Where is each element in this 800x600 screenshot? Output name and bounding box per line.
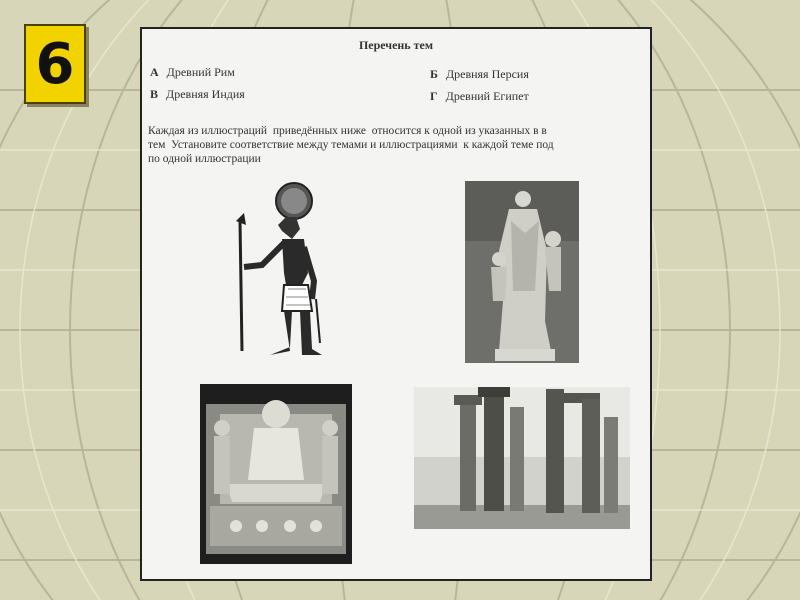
topic-list-title: Перечень тем bbox=[358, 38, 434, 52]
illustration-roman-statue bbox=[465, 181, 579, 363]
illustration-persian-ruins bbox=[414, 387, 630, 529]
topic-g bbox=[430, 89, 529, 104]
illustration-egyptian-god bbox=[232, 181, 332, 359]
illustration-indian-sculpture bbox=[200, 384, 352, 564]
topic-b bbox=[430, 67, 529, 82]
topic-letter: А bbox=[150, 65, 159, 79]
task-instruction bbox=[148, 124, 652, 166]
topic-a bbox=[150, 65, 235, 80]
topic-name: Древний Рим bbox=[166, 65, 235, 79]
topic-letter: В bbox=[150, 87, 159, 101]
topic-v bbox=[150, 87, 245, 102]
topic-name: Древняя Персия bbox=[445, 67, 529, 81]
slide-number: 6 bbox=[35, 31, 75, 97]
topic-name: Древняя Индия bbox=[166, 87, 245, 101]
topic-letter: Б bbox=[430, 67, 438, 81]
instruction-line: по одной иллюстрации bbox=[148, 153, 261, 165]
instruction-line: Каждая из иллюстраций приведённых ниже относится к одной из указанных в в bbox=[148, 125, 547, 137]
topic-name: Древний Египет bbox=[445, 89, 529, 103]
topic-letter: Г bbox=[430, 89, 438, 103]
scanned-worksheet bbox=[140, 27, 652, 581]
slide-number-badge bbox=[24, 24, 86, 104]
instruction-line: тем Установите соответствие между темами и иллюстрациями к каждой теме под bbox=[148, 139, 554, 151]
